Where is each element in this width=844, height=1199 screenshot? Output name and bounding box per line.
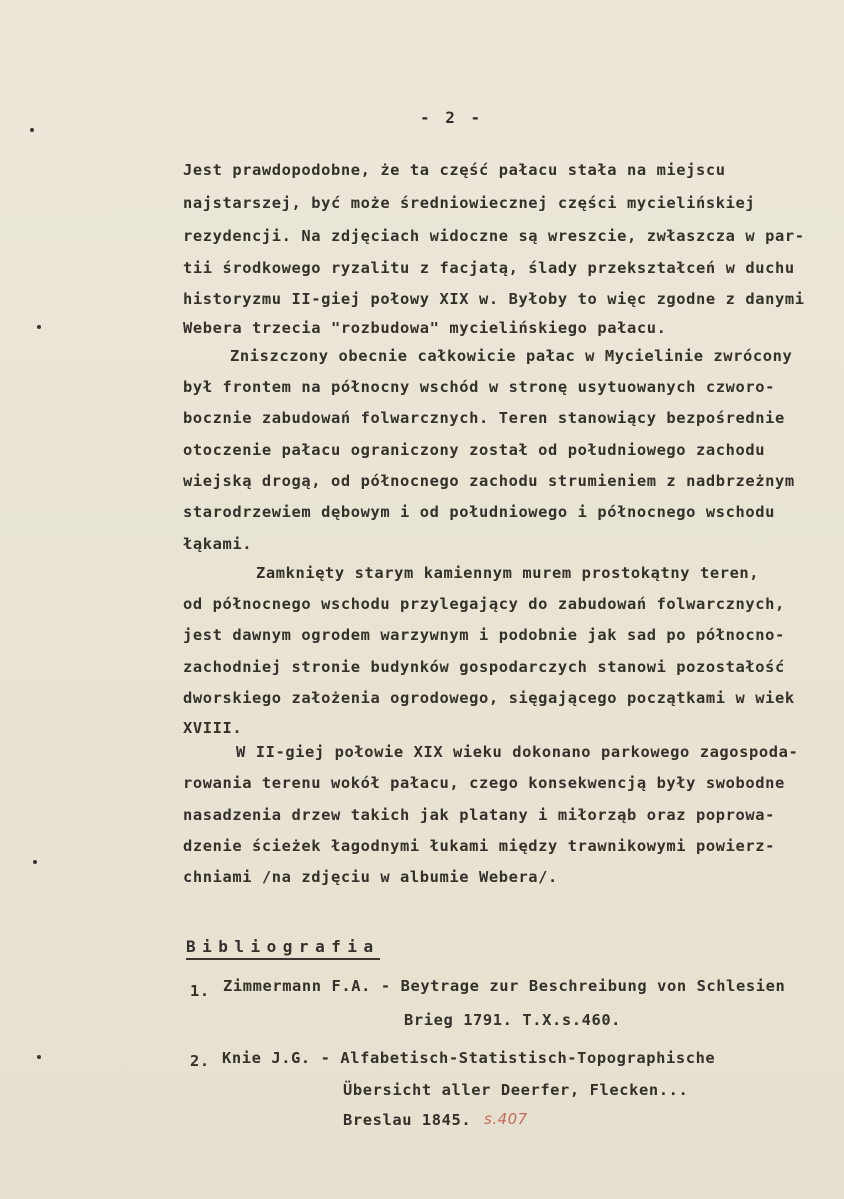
text-line: tii środkowego ryzalitu z facjatą, ślady przekształceń w duchu: [183, 259, 795, 277]
entry-line: Brieg 1791. T.X.s.460.: [404, 1011, 622, 1029]
punch-mark-bottom: [37, 1055, 41, 1059]
text-line: chniami /na zdjęciu w albumie Webera/.: [183, 868, 558, 886]
text-line: od północnego wschodu przylegający do zabudowań folwarcznych,: [183, 595, 785, 613]
text-line: dzenie ścieżek łagodnymi łukami między trawnikowymi powierz-: [183, 837, 775, 855]
text-line: łąkami.: [183, 535, 253, 553]
entry-number: 2.: [190, 1052, 210, 1070]
text-line: bocznie zabudowań folwarcznych. Teren stanowiący bezpośrednie: [183, 409, 785, 427]
punch-mark-top: [30, 128, 34, 132]
text-line: był frontem na północny wschód w stronę usytuowanych czworo-: [183, 378, 775, 396]
text-line: zachodniej stronie budynków gospodarczych stanowi pozostałość: [183, 658, 785, 676]
entry-line: Knie J.G. - Alfabetisch-Statistisch-Topographische: [222, 1049, 716, 1067]
text-line: wiejską drogą, od północnego zachodu strumieniem z nadbrzeżnym: [183, 472, 795, 490]
entry-line: Zimmermann F.A. - Beytrage zur Beschreibung von Schlesien: [223, 977, 786, 995]
punch-mark-lower: [33, 860, 37, 864]
handwritten-page-note: s.407: [484, 1110, 528, 1128]
text-line: otoczenie pałacu ograniczony został od południowego zachodu: [183, 441, 766, 459]
bibliography-heading: Bibliografia: [186, 937, 380, 960]
text-line: dworskiego założenia ogrodowego, sięgającego początkami w wiek: [183, 689, 795, 707]
text-line: XVIII.: [183, 719, 243, 737]
entry-line: Übersicht aller Deerfer, Flecken...: [343, 1081, 689, 1099]
text-line: rowania terenu wokół pałacu, czego konsekwencją były swobodne: [183, 774, 785, 792]
punch-mark-upper: [37, 325, 41, 329]
text-line: Jest prawdopodobne, że ta część pałacu stała na miejscu: [183, 161, 726, 179]
text-line: jest dawnym ogrodem warzywnym i podobnie jak sad po północno-: [183, 626, 785, 644]
text-line: Zniszczony obecnie całkowicie pałac w Mycielinie zwrócony: [230, 347, 793, 365]
text-line: W II-giej połowie XIX wieku dokonano parkowego zagospoda-: [236, 743, 799, 761]
text-line: starodrzewiem dębowym i od południowego i północnego wschodu: [183, 503, 775, 521]
text-line: Zamknięty starym kamiennym murem prostokątny teren,: [256, 564, 760, 582]
text-line: historyzmu II-giej połowy XIX w. Byłoby to więc zgodne z danymi: [183, 290, 805, 308]
entry-number: 1.: [190, 982, 210, 1000]
text-line: rezydencji. Na zdjęciach widoczne są wreszcie, zwłaszcza w par-: [183, 227, 805, 245]
text-line: Webera trzecia "rozbudowa" mycielińskiego pałacu.: [183, 319, 667, 337]
text-line: nasadzenia drzew takich jak platany i miłorząb oraz poprowa-: [183, 806, 775, 824]
page-number: - 2 -: [420, 108, 484, 127]
entry-line: Breslau 1845.: [343, 1111, 472, 1129]
text-line: najstarszej, być może średniowiecznej części mycielińskiej: [183, 194, 756, 212]
